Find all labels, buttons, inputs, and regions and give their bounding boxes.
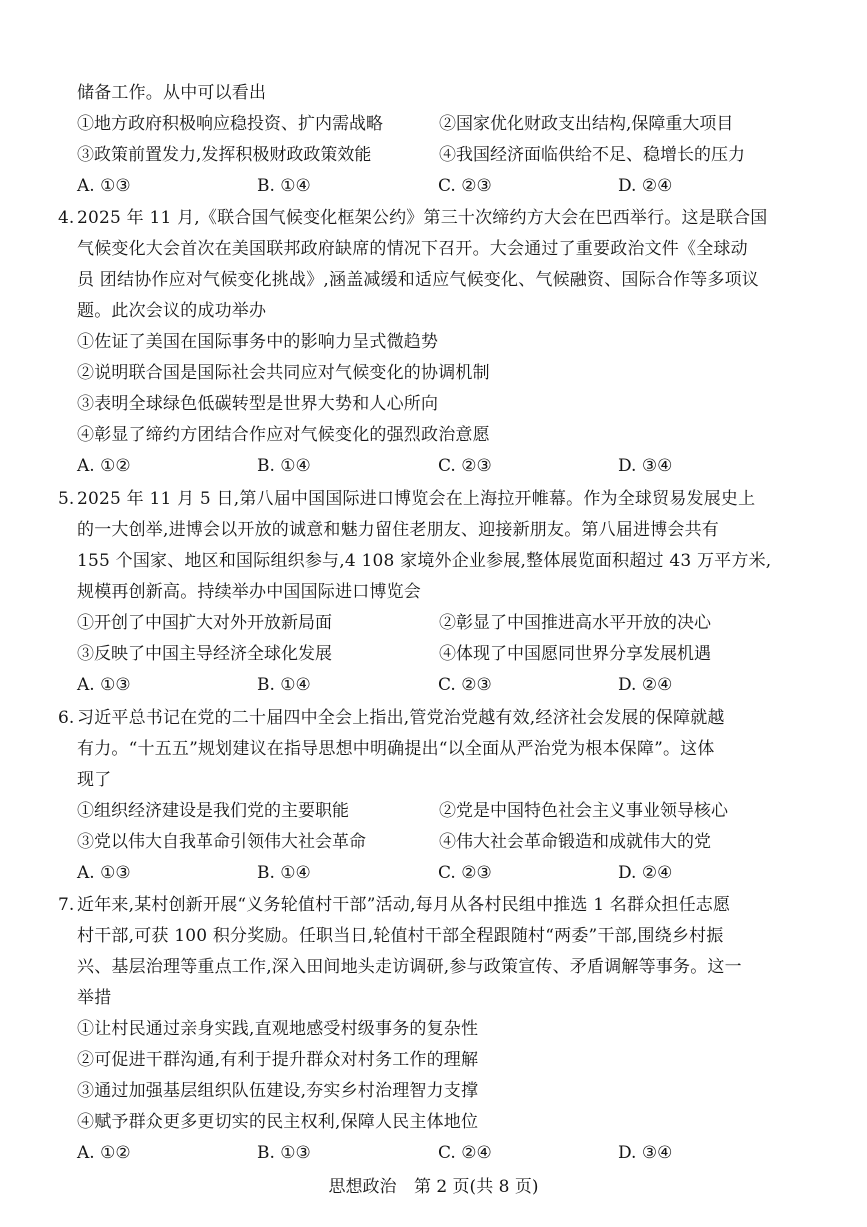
footer-subject: 思想政治 bbox=[328, 1177, 397, 1197]
q5-option-c[interactable]: C. ②③ bbox=[438, 675, 492, 695]
q7-statement-2: ②可促进干群沟通,有利于提升群众对村务工作的理解 bbox=[77, 1050, 479, 1070]
q7-option-d[interactable]: D. ③④ bbox=[618, 1143, 673, 1163]
q6-number: 6. bbox=[58, 708, 75, 728]
q4-option-c[interactable]: C. ②③ bbox=[438, 456, 492, 476]
q7-statement-1: ①让村民通过亲身实践,直观地感受村级事务的复杂性 bbox=[77, 1019, 479, 1039]
q5-stem-line-3: 155 个国家、地区和国际组织参与,4 108 家境外企业参展,整体展览面积超过 43 万平方米, bbox=[77, 551, 772, 571]
q4-stem-line-4: 题。此次会议的成功举办 bbox=[77, 301, 267, 321]
q6-option-a[interactable]: A. ①③ bbox=[77, 863, 131, 883]
q3-option-c[interactable]: C. ②③ bbox=[438, 176, 492, 196]
q6-option-b[interactable]: B. ①④ bbox=[257, 863, 311, 883]
q6-stem-line-3: 现了 bbox=[77, 770, 112, 790]
q5-option-d[interactable]: D. ②④ bbox=[618, 675, 673, 695]
q3-option-d[interactable]: D. ②④ bbox=[618, 176, 673, 196]
q6-statement-4: ④伟大社会革命锻造和成就伟大的党 bbox=[439, 832, 711, 852]
q3-statement-2: ②国家优化财政支出结构,保障重大项目 bbox=[439, 114, 734, 134]
q6-statement-1: ①组织经济建设是我们党的主要职能 bbox=[77, 801, 349, 821]
q7-option-c[interactable]: C. ②④ bbox=[438, 1143, 492, 1163]
q4-number: 4. bbox=[58, 208, 75, 228]
q7-option-a[interactable]: A. ①② bbox=[77, 1143, 131, 1163]
q6-stem-line-1: 习近平总书记在党的二十届四中全会上指出,管党治党越有效,经济社会发展的保障就越 bbox=[77, 708, 725, 728]
q3-statement-1: ①地方政府积极响应稳投资、扩内需战略 bbox=[77, 114, 383, 134]
q5-statement-4: ④体现了中国愿同世界分享发展机遇 bbox=[439, 644, 711, 664]
q5-option-b[interactable]: B. ①④ bbox=[257, 675, 311, 695]
q4-statement-3: ③表明全球绿色低碳转型是世界大势和人心所向 bbox=[77, 394, 439, 414]
q4-statement-1: ①佐证了美国在国际事务中的影响力呈式微趋势 bbox=[77, 332, 439, 352]
q5-number: 5. bbox=[58, 489, 75, 509]
q7-stem-line-1: 近年来,某村创新开展“义务轮值村干部”活动,每月从各村民组中推选 1 名群众担任志愿 bbox=[77, 895, 731, 915]
q4-stem-line-2: 气候变化大会首次在美国联邦政府缺席的情况下召开。大会通过了重要政治文件《全球动 bbox=[77, 239, 748, 259]
q3-options bbox=[77, 175, 777, 197]
q4-stem-line-1: 2025 年 11 月,《联合国气候变化框架公约》第三十次缔约方大会在巴西举行。这是联合国 bbox=[77, 208, 768, 228]
q3-statement-4: ④我国经济面临供给不足、稳增长的压力 bbox=[439, 145, 745, 165]
q7-stem-line-4: 举措 bbox=[77, 988, 112, 1008]
q5-stem-line-1: 2025 年 11 月 5 日,第八届中国国际进口博览会在上海拉开帷幕。作为全球贸易发展史上 bbox=[77, 489, 756, 509]
q4-statement-2: ②说明联合国是国际社会共同应对气候变化的协调机制 bbox=[77, 363, 490, 383]
q6-options bbox=[77, 862, 777, 884]
q6-statement-3: ③党以伟大自我革命引领伟大社会革命 bbox=[77, 832, 366, 852]
q7-option-b[interactable]: B. ①③ bbox=[257, 1143, 311, 1163]
q7-number: 7. bbox=[58, 895, 75, 915]
q7-statement-3: ③通过加强基层组织队伍建设,夯实乡村治理智力支撑 bbox=[77, 1081, 479, 1101]
q4-option-a[interactable]: A. ①② bbox=[77, 456, 131, 476]
q5-statement-3: ③反映了中国主导经济全球化发展 bbox=[77, 644, 332, 664]
q5-option-a[interactable]: A. ①③ bbox=[77, 675, 131, 695]
q4-options bbox=[77, 455, 777, 477]
q5-statement-2: ②彰显了中国推进高水平开放的决心 bbox=[439, 613, 711, 633]
q5-stem-line-4: 规模再创新高。持续举办中国国际进口博览会 bbox=[77, 582, 421, 602]
q3-statement-3: ③政策前置发力,发挥积极财政政策效能 bbox=[77, 145, 372, 165]
q5-statement-1: ①开创了中国扩大对外开放新局面 bbox=[77, 613, 332, 633]
q3-stem-tail: 储备工作。从中可以看出 bbox=[77, 83, 267, 103]
q6-option-c[interactable]: C. ②③ bbox=[438, 863, 492, 883]
q5-stem-line-2: 的一大创举,进博会以开放的诚意和魅力留住老朋友、迎接新朋友。第八届进博会共有 bbox=[77, 520, 720, 540]
q4-statement-4: ④彰显了缔约方团结合作应对气候变化的强烈政治意愿 bbox=[77, 425, 490, 445]
q7-stem-line-2: 村干部,可获 100 积分奖励。任职当日,轮值村干部全程跟随村“两委”干部,围绕乡村振 bbox=[77, 926, 724, 946]
q7-stem-line-3: 兴、基层治理等重点工作,深入田间地头走访调研,参与政策宣传、矛盾调解等事务。这一 bbox=[77, 957, 742, 977]
q7-statement-4: ④赋予群众更多更切实的民主权利,保障人民主体地位 bbox=[77, 1112, 479, 1132]
footer-page-number: 第 2 页(共 8 页) bbox=[413, 1177, 539, 1197]
q3-option-a[interactable]: A. ①③ bbox=[77, 176, 131, 196]
q6-stem-line-2: 有力。“十五五”规划建议在指导思想中明确提出“以全面从严治党为根本保障”。这体 bbox=[77, 739, 715, 759]
q7-options bbox=[77, 1142, 777, 1164]
q6-statement-2: ②党是中国特色社会主义事业领导核心 bbox=[439, 801, 728, 821]
q4-stem-line-3: 员 团结协作应对气候变化挑战》,涵盖减缓和适应气候变化、气候融资、国际合作等多项议 bbox=[77, 270, 760, 290]
q5-options bbox=[77, 674, 777, 696]
q6-option-d[interactable]: D. ②④ bbox=[618, 863, 673, 883]
q4-option-d[interactable]: D. ③④ bbox=[618, 456, 673, 476]
q3-option-b[interactable]: B. ①④ bbox=[257, 176, 311, 196]
q4-option-b[interactable]: B. ①④ bbox=[257, 456, 311, 476]
page-footer bbox=[0, 1176, 867, 1198]
